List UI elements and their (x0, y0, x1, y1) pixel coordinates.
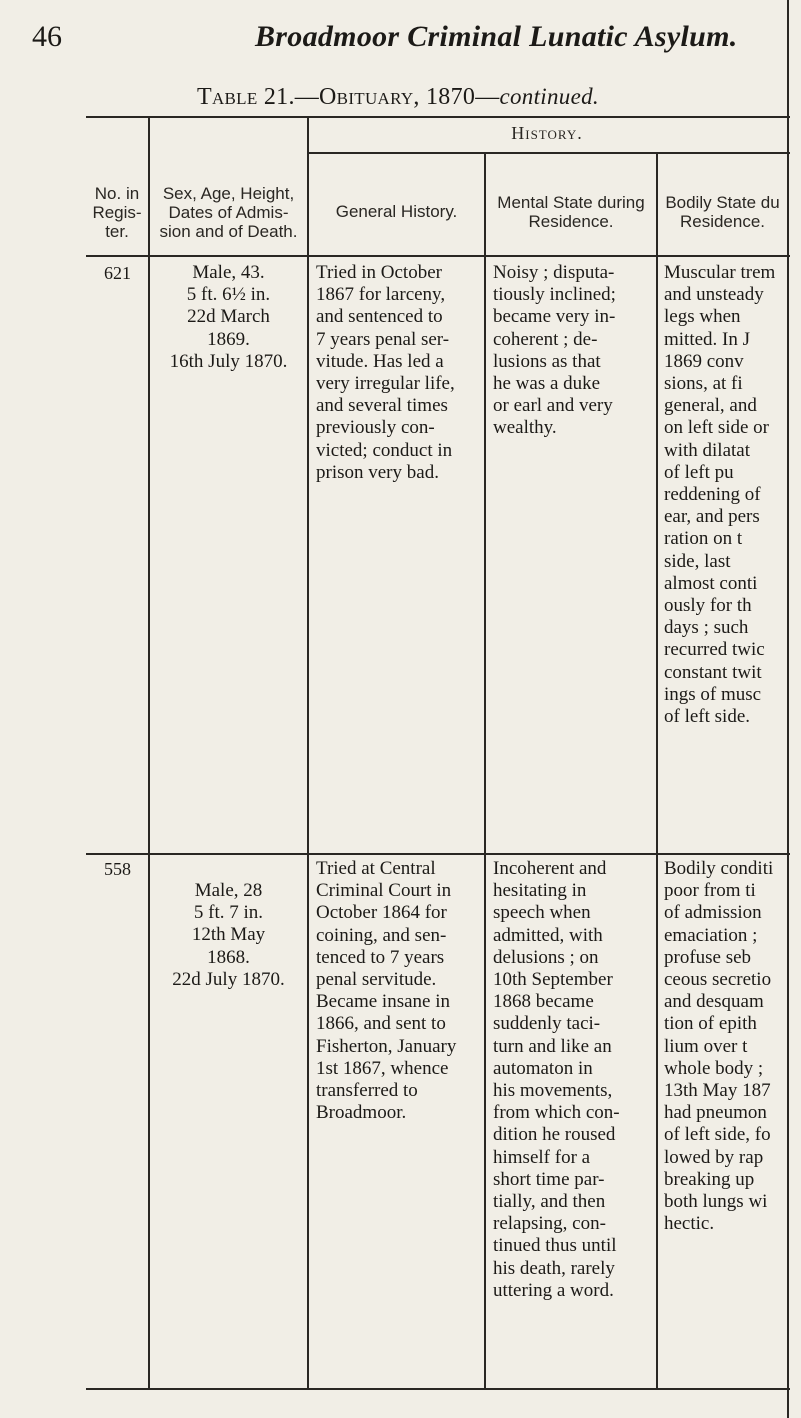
history-under-rule (307, 152, 790, 154)
row-558-sex: Male, 28 5 ft. 7 in. 12th May 1868. 22d July 1870. (172, 880, 285, 990)
row-621-no: 621 (104, 263, 131, 283)
row-558-bodily: Bodily conditi poor from ti of admission emaciation ; profuse seb ceous secretio and desquam tion of epith lium over t whole body ; 13th May 187 had pneumon of left side, fo lowed by rap breaking up both lungs wi hectic. (664, 858, 774, 1235)
header-general: General History. (335, 202, 458, 221)
table-title-prefix: Table 21.—Obituary, 1870— (197, 84, 500, 110)
row-558-no: 558 (104, 859, 131, 879)
row-divider-rule (86, 853, 790, 855)
col-rule-4 (656, 152, 658, 1390)
header-sex: Sex, Age, Height, Dates of Admis- sion and of Death. (159, 184, 298, 241)
table-title (197, 84, 599, 111)
row-621-bodily: Muscular trem and unsteady legs when mitted. In J 1869 conv sions, at fi general, and on left side or with dilatat of left pu reddening of ear, and pers ration on t side, last almost conti ously for th days ; such recurred twic constant twit ings of musc of left side. (664, 262, 776, 728)
row-621-general: Tried in October 1867 for larceny, and sentenced to 7 years penal ser- vitude. Has led a very irregular life, and several times previously con- victed; conduct in prison very bad. (316, 262, 455, 483)
col-rule-3 (484, 152, 486, 1390)
running-title: Broadmoor Criminal Lunatic Asylum. (255, 20, 738, 53)
col-rule-2 (307, 116, 309, 1390)
row-621-mental: Noisy ; disputa- tiously inclined; became very in- coherent ; de- lusions as that he was a duke or earl and very wealthy. (493, 262, 616, 439)
header-mental: Mental State during Residence. (497, 193, 645, 231)
row-558-general: Tried at Central Criminal Court in October 1864 for coining, and sen- tenced to 7 years penal servitude. Became insane in 1866, and sent to Fisherton, January 1st 1867, whence transferred to Broadmoor. (316, 858, 457, 1124)
table-top-rule (86, 116, 790, 118)
right-edge-rule (787, 0, 789, 1418)
header-no: No. in Regis- ter. (92, 184, 142, 241)
table-title-suffix: continued. (499, 84, 599, 109)
row-558-mental: Incoherent and hesitating in speech when admitted, with delusions ; on 10th September 1868 became suddenly taci- turn and like an automaton in his movements, from which con- dition he roused himself for a short time par- tially, and then relapsing, con- tinued thus until his death, rarely uttering a word. (493, 858, 620, 1301)
row-621-sex: Male, 43. 5 ft. 6½ in. 22d March 1869. 16th July 1870. (169, 262, 288, 372)
header-bodily: Bodily State du Residence. (665, 193, 780, 231)
table-bottom-rule (86, 1388, 790, 1390)
header-bottom-rule (86, 255, 790, 257)
header-history: History. (511, 123, 583, 143)
page-number: 46 (32, 20, 62, 53)
